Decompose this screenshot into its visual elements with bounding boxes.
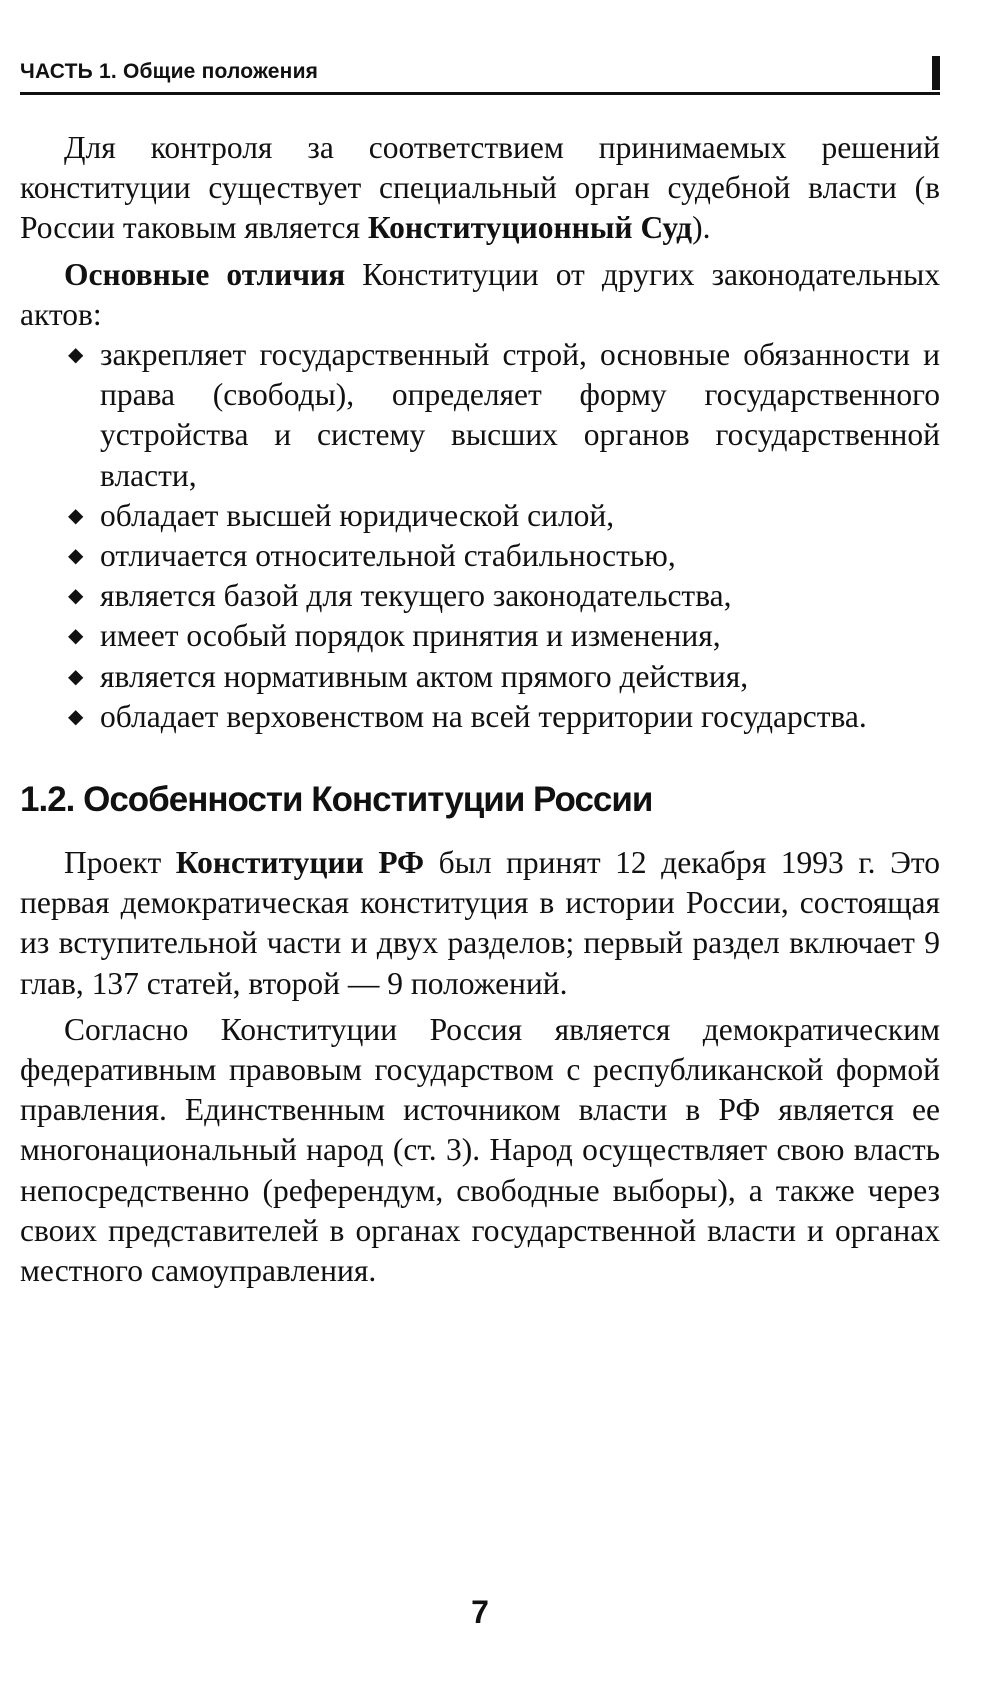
- differences-lead-paragraph: [20, 255, 940, 335]
- section-heading: 1.2. Особенности Конституции России: [20, 780, 653, 820]
- list-item: [68, 697, 940, 737]
- list-item: [68, 335, 940, 496]
- main-text: [20, 128, 940, 1291]
- adoption-bold-term: Конституции РФ: [175, 845, 425, 881]
- adoption-text-after: был принят 12 декабря 1993 г. Это первая демократическая конституция в истории России, состоящая из вступительной части и двух разделов; первый раздел включает 9 глав, 137 статей, второй — 9 положений.: [20, 845, 940, 1001]
- running-header-title: ЧАСТЬ 1. Общие положения: [20, 60, 319, 83]
- differences-list: [20, 335, 940, 737]
- diamond-bullet-icon: ◆: [68, 504, 84, 527]
- list-item: [68, 616, 940, 656]
- differences-lead-bold: Основные отличия: [64, 256, 346, 292]
- list-item-text: является нормативным актом прямого действия,: [100, 658, 749, 694]
- intro-text-after: ).: [692, 210, 711, 246]
- list-item: [68, 657, 940, 697]
- diamond-bullet-icon: ◆: [68, 625, 84, 648]
- list-item: [68, 496, 940, 536]
- diamond-bullet-icon: ◆: [68, 344, 84, 367]
- diamond-bullet-icon: ◆: [68, 705, 84, 728]
- list-item-text: является базой для текущего законодательства,: [100, 578, 732, 614]
- diamond-bullet-icon: ◆: [68, 585, 84, 608]
- intro-text-before: Для контроля за соответствием принимаемых решений конституции существует специальный орган судебной власти (в России таковым является: [20, 130, 940, 246]
- list-item-text: обладает высшей юридической силой,: [100, 497, 615, 533]
- diamond-bullet-icon: ◆: [68, 665, 84, 688]
- state-form-paragraph: Согласно Конституции Россия является демократическим федеративным правовым государством с республиканской формой правления. Единственным источником власти в РФ является ее многонациональный народ (ст. 3). Народ осуществляет свою власть непосредственно (референдум, свободные выборы), а также через своих представителей в органах государственной власти и органах местного самоуправления.: [20, 1011, 940, 1289]
- list-item-text: имеет особый порядок принятия и изменения,: [100, 618, 721, 654]
- list-item-text: закрепляет государственный строй, основные обязанности и права (свободы), определяет форму государственного устройства и систему высших органов государственной власти,: [100, 337, 940, 493]
- list-item: [68, 536, 940, 576]
- running-header: [20, 58, 940, 95]
- list-item: [68, 576, 940, 616]
- list-item-text: отличается относительной стабильностью,: [100, 538, 676, 574]
- intro-paragraph: [20, 128, 940, 249]
- list-item-text: обладает верховенством на всей территории государства.: [100, 698, 867, 734]
- differences-lead-rest: Конституции от других законодательных актов:: [20, 256, 940, 332]
- intro-bold-term: Конституционный Суд: [367, 210, 693, 246]
- constitution-adoption-paragraph: [20, 843, 940, 1004]
- header-edge-marker: [932, 56, 940, 90]
- diamond-bullet-icon: ◆: [68, 545, 84, 568]
- page-number: 7: [471, 1594, 489, 1630]
- adoption-text-before: Проект: [64, 845, 176, 881]
